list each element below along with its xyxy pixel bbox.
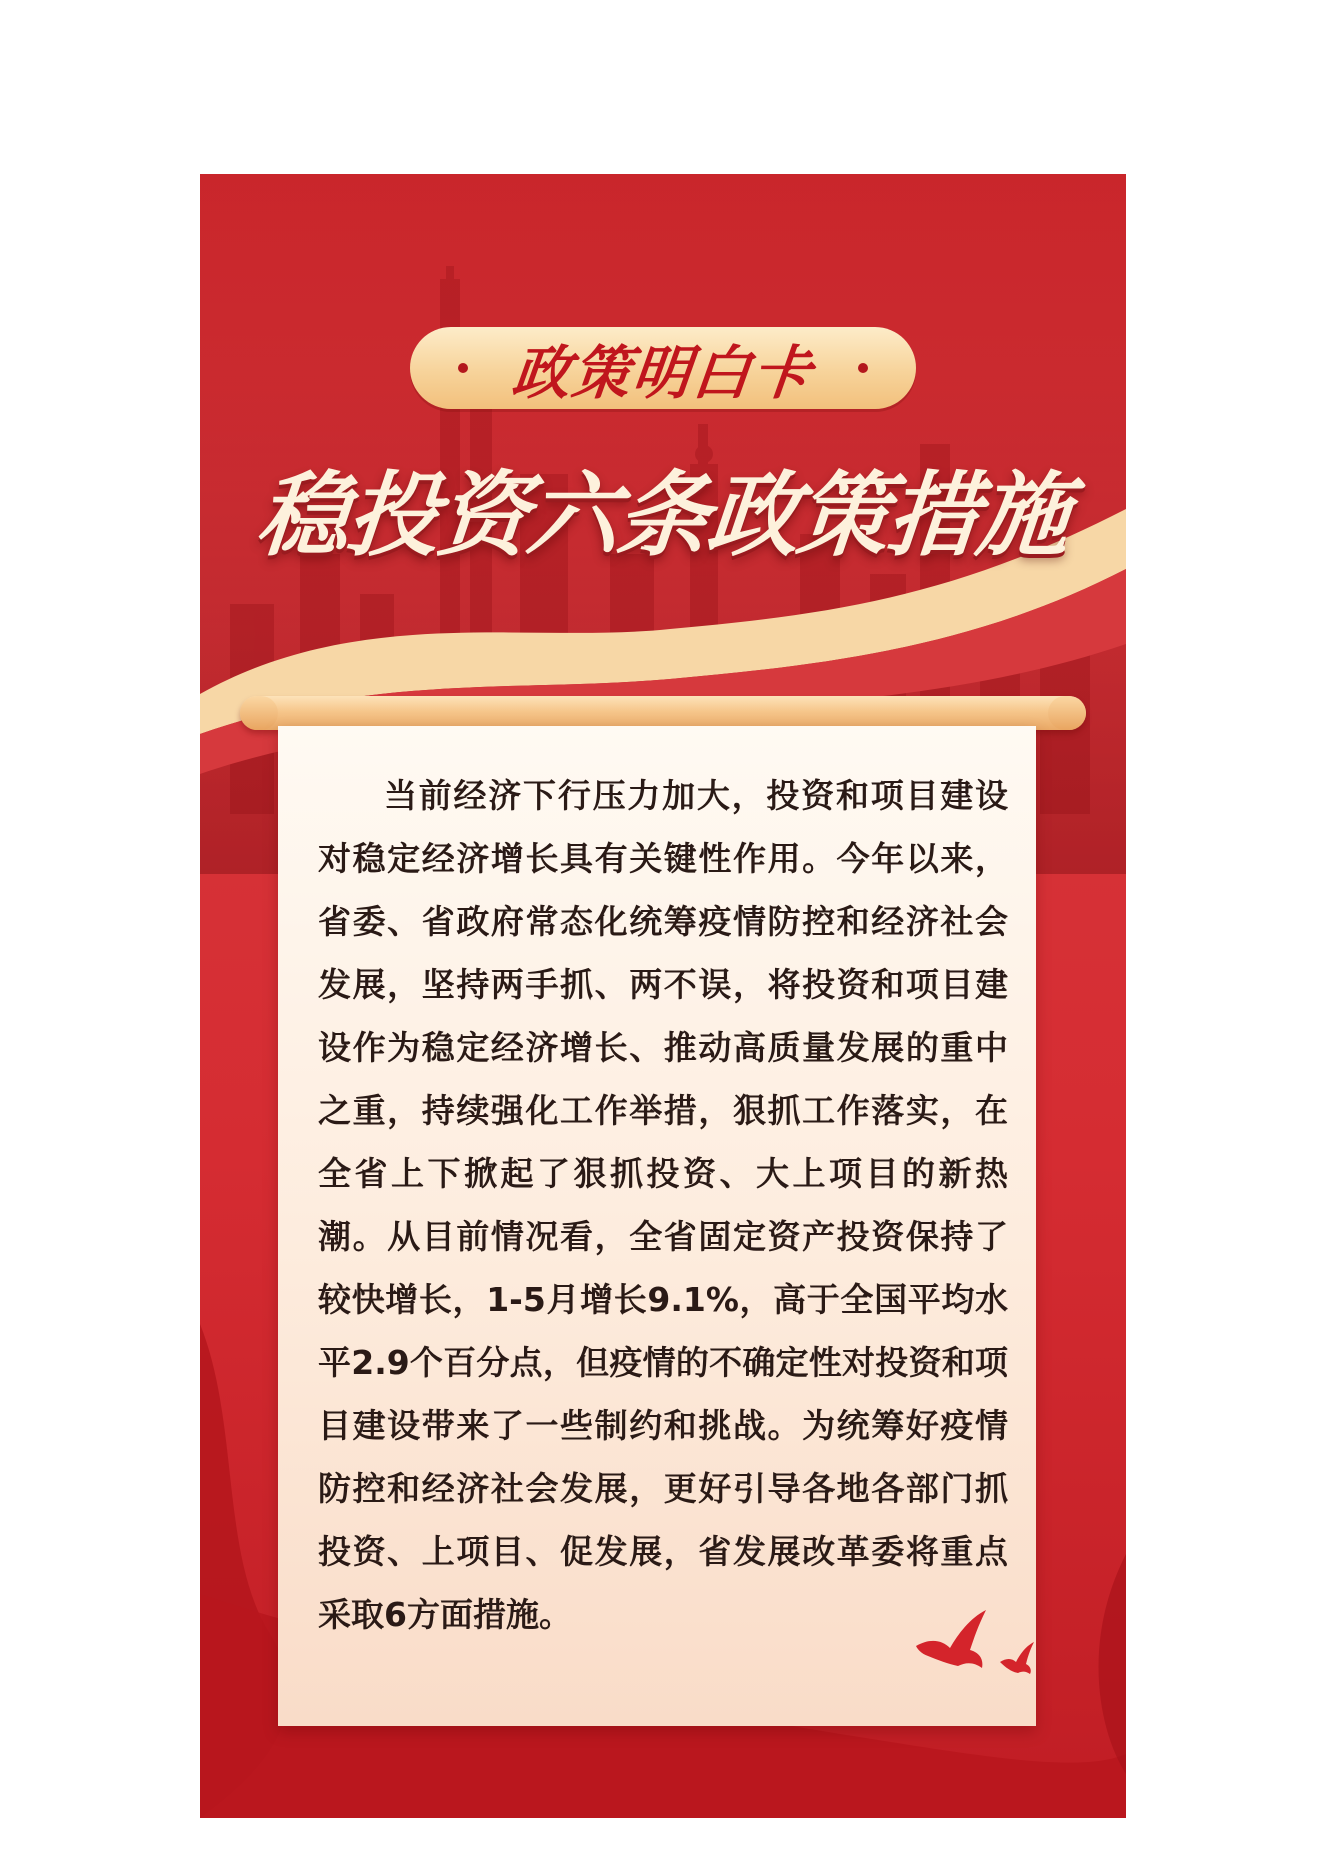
policy-body-text: 当前经济下行压力加大，投资和项目建设对稳定经济增长具有关键性作用。今年以来，省委、省政府常态化统筹疫情防控和经济社会发展，坚持两手抓、两不误，将投资和项目建设作为稳定经济增长、推动高质量发展的重中之重，持续强化工作举措，狠抓工作落实，在全省上下掀起了狠抓投资、大上项目的新热潮。从目前情况看，全省固定资产投资保持了较快增长，1-5月增长9.1%，高于全国平均水平2.9个百分点，但疫情的不确定性对投资和项目建设带来了一些制约和挑战。为统筹好疫情防控和经济社会发展，更好引导各地各部门抓投资、上项目、促发展，省发展改革委将重点采取6方面措施。 — [318, 776, 1008, 1634]
page-title: 稳投资六条政策措施 — [252, 462, 1073, 569]
scroll-rod-cap-left — [240, 696, 278, 730]
badge-dot-right — [858, 363, 868, 373]
doves-icon — [908, 1608, 1038, 1688]
badge-dot-left — [458, 363, 468, 373]
scroll-rod-cap-right — [1048, 696, 1086, 730]
scroll-rod — [240, 696, 1086, 730]
scroll-paper — [278, 726, 1036, 1726]
policy-card-badge — [410, 327, 916, 409]
badge-title: 政策明白卡 — [508, 339, 817, 407]
policy-poster — [200, 174, 1126, 1818]
